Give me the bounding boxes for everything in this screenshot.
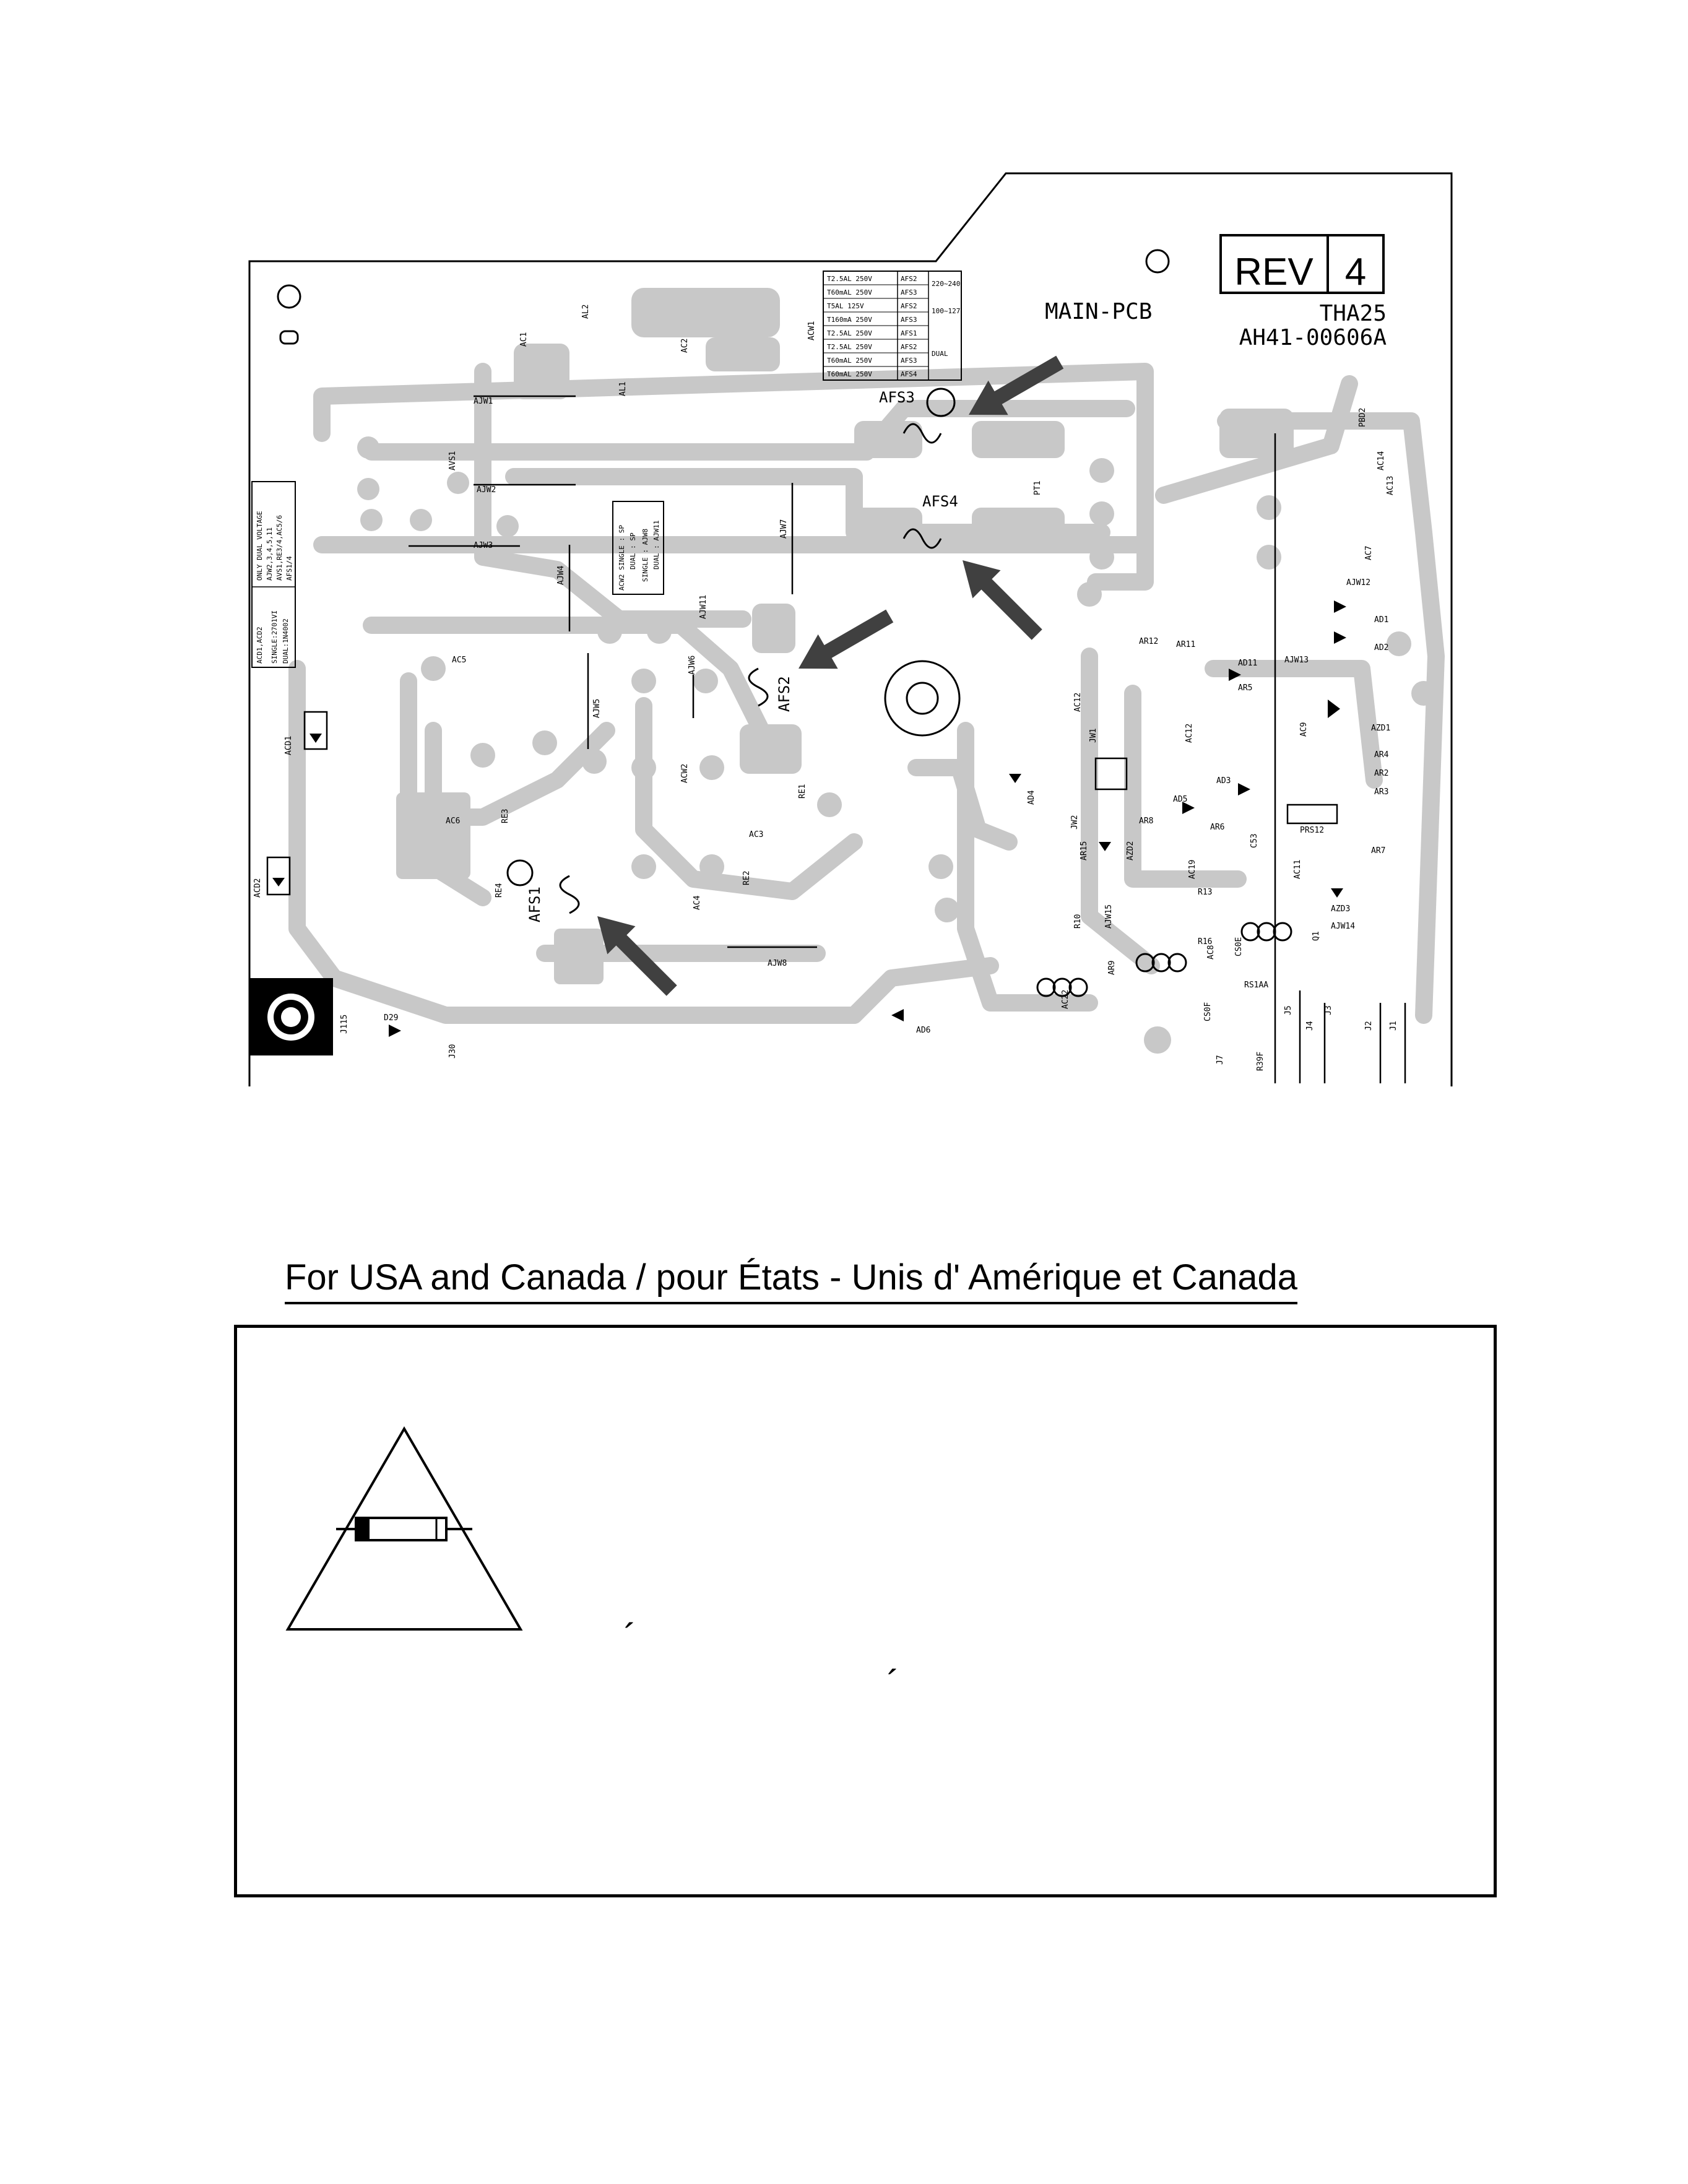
- side-table-row-2: AVS1,RE3/4,AC5/6: [275, 515, 283, 581]
- side-table-row-4: ACD1,ACD2: [256, 626, 264, 664]
- fuse-warning-icon: [280, 1424, 528, 1634]
- rev-number: 4: [1344, 251, 1367, 293]
- fuse-table-rating: T2.5AL 250V: [827, 342, 872, 351]
- label-ad2: AD2: [1374, 643, 1389, 652]
- label-ad5: AD5: [1173, 795, 1188, 804]
- label-jw2: JW2: [1070, 815, 1080, 830]
- label-azd2: AZD2: [1126, 841, 1135, 860]
- label-r13: R13: [1198, 888, 1213, 897]
- voltage-groups: [932, 280, 960, 358]
- voltage-group-0: 220~240: [932, 280, 961, 288]
- jumper-note-1: DUAL : SP: [629, 532, 637, 570]
- label-ac5: AC5: [452, 656, 467, 665]
- label-q1: Q1: [1312, 931, 1321, 941]
- diode-azd2-icon: [1099, 842, 1111, 851]
- label-ar3: AR3: [1374, 787, 1389, 797]
- label-ajw2: AJW2: [477, 485, 496, 495]
- label-ajw1: AJW1: [474, 397, 493, 406]
- label-ajw3: AJW3: [474, 541, 493, 550]
- label-azd3: AZD3: [1331, 904, 1351, 914]
- label-r39f: R39F: [1256, 1051, 1265, 1071]
- diode-acd1-icon: [309, 734, 322, 743]
- label-acd1: ACD1: [284, 735, 293, 755]
- fuse-afs3-label: AFS3: [879, 389, 915, 406]
- label-ac13: AC13: [1386, 475, 1395, 495]
- fuse-table-ref: AFS2: [901, 301, 917, 310]
- diode-azd3-icon: [1331, 888, 1343, 898]
- diode-ad2-icon: [1334, 631, 1346, 644]
- fuse-table-ref: AFS4: [901, 370, 917, 378]
- label-ad4: AD4: [1027, 790, 1036, 805]
- fuse-afs1-symbol: [560, 876, 579, 913]
- fuse-table-ref: AFS3: [901, 288, 917, 297]
- label-ar8: AR8: [1139, 817, 1154, 826]
- label-ac19: AC19: [1188, 859, 1197, 879]
- fuse-table-ref: AFS2: [901, 342, 917, 351]
- diode-ad4-icon: [1009, 774, 1021, 783]
- side-table-row-6: DUAL:1N4002: [282, 618, 290, 664]
- fuse-table-rating: T2.5AL 250V: [827, 329, 872, 337]
- label-j5: J5: [1284, 1005, 1293, 1015]
- arrow-afs4: [948, 546, 1050, 648]
- voltage-group-2: DUAL: [932, 350, 948, 358]
- label-re4: RE4: [495, 883, 504, 898]
- label-ac11: AC11: [1293, 859, 1302, 879]
- arrow-afs3: [959, 345, 1070, 431]
- diode-ad3-icon: [1238, 783, 1250, 795]
- label-ad6: AD6: [916, 1026, 931, 1035]
- diode-ad1-icon: [1334, 600, 1346, 613]
- label-j115: J115: [340, 1014, 349, 1034]
- label-ar4: AR4: [1374, 750, 1389, 760]
- label-ac22: AC22: [1061, 989, 1070, 1009]
- label-ar11: AR11: [1176, 640, 1196, 649]
- side-table-row-5: SINGLE:2701VI: [271, 610, 279, 664]
- fuse-table-rating: T60mAL 250V: [827, 288, 872, 297]
- side-table: [252, 482, 295, 667]
- side-table-row-1: AJW2,3,4,5,11: [266, 527, 274, 581]
- label-ad1: AD1: [1374, 615, 1389, 625]
- fuse-afs4-label: AFS4: [922, 493, 958, 510]
- transformer-mount: [885, 661, 959, 735]
- accent-mark-2: ´: [887, 1663, 899, 1704]
- diode-azd1-icon: [1328, 700, 1340, 718]
- label-ajw8: AJW8: [768, 959, 787, 968]
- region-heading: For USA and Canada / pour États - Unis d' Amérique et Canada: [285, 1257, 1297, 1304]
- label-re3: RE3: [501, 808, 510, 823]
- voltage-group-1: 100~127: [932, 307, 961, 315]
- label-j30: J30: [448, 1044, 457, 1059]
- side-table-row-3: AFS1/4: [285, 556, 293, 581]
- label-ac1: AC1: [519, 332, 529, 347]
- label-ac12: AC12: [1185, 723, 1194, 743]
- jumper-note-3: DUAL : AJW11: [652, 520, 660, 570]
- label-acw1: ACW1: [807, 321, 816, 340]
- fuse-symbols: [560, 424, 941, 913]
- label-ajw6: AJW6: [688, 655, 697, 675]
- label-ajw13: AJW13: [1284, 656, 1309, 665]
- label-ad11: AD11: [1238, 659, 1258, 668]
- label-avs1: AVS1: [448, 451, 457, 470]
- label-ac9: AC9: [1299, 722, 1309, 737]
- label-rs1aa: RS1AA: [1244, 981, 1269, 990]
- label-ar7: AR7: [1371, 846, 1386, 856]
- label-pbd2: PBD2: [1358, 407, 1367, 427]
- label-c53: C53: [1250, 833, 1259, 848]
- label-ad3: AD3: [1216, 776, 1231, 786]
- label-ac8: AC8: [1206, 945, 1216, 960]
- label-azd1: AZD1: [1371, 724, 1391, 733]
- label-ar12: AR12: [1139, 637, 1159, 646]
- label-al2: AL2: [581, 304, 591, 319]
- label-d29: D29: [384, 1013, 399, 1023]
- diode-ad6-icon: [891, 1009, 904, 1021]
- part-number: AH41-00606A: [1239, 325, 1387, 350]
- side-table-row-0: ONLY DUAL VOLTAGE: [256, 511, 264, 581]
- label-al1: AL1: [618, 381, 628, 396]
- jumper-note-0: ACW2 SINGLE : SP: [618, 525, 626, 591]
- arrow-afs2: [789, 599, 899, 685]
- diode-acd2-icon: [272, 878, 285, 886]
- label-ar9: AR9: [1107, 960, 1117, 975]
- label-ac6: AC6: [446, 817, 461, 826]
- label-j3: J3: [1324, 1005, 1333, 1015]
- label-j2: J2: [1364, 1021, 1374, 1031]
- label-ar15: AR15: [1080, 841, 1089, 860]
- fuse-table-ref: AFS2: [901, 274, 917, 283]
- label-ac14: AC14: [1377, 451, 1386, 470]
- label-ajw5: AJW5: [592, 698, 602, 718]
- accent-mark-1: ´: [624, 1616, 636, 1658]
- label-r16: R16: [1198, 937, 1213, 947]
- label-ajw7: AJW7: [779, 519, 789, 539]
- copper-traces: [297, 371, 1436, 1015]
- model-label: THA25: [1319, 301, 1387, 326]
- fuse-afs1-label: AFS1: [526, 886, 543, 922]
- board-name: MAIN-PCB: [1045, 299, 1153, 324]
- label-jw1: JW1: [1089, 728, 1098, 743]
- label-ar2: AR2: [1374, 769, 1389, 778]
- label-ajw14: AJW14: [1331, 922, 1356, 931]
- fuse-table-rating: T160mA 250V: [827, 315, 872, 324]
- label-ajw4: AJW4: [556, 565, 566, 585]
- ground-screw: [249, 978, 333, 1055]
- label-ac3: AC3: [749, 830, 764, 839]
- label-ajw11: AJW11: [699, 594, 708, 619]
- fuse-notice-box: [234, 1325, 1497, 1897]
- label-prs12: PRS12: [1300, 826, 1325, 835]
- fuse-table-ref: AFS3: [901, 356, 917, 365]
- diode-d29-icon: [389, 1025, 401, 1037]
- label-j7: J7: [1216, 1055, 1225, 1065]
- label-acd2: ACD2: [253, 878, 262, 898]
- fuse-table-ref: AFS1: [901, 329, 917, 337]
- label-cs0f: CS0F: [1203, 1002, 1213, 1021]
- jumper-note-2: SINGLE : AJW8: [641, 528, 649, 582]
- fuse-table-rating: T5AL 125V: [827, 301, 864, 310]
- label-cs0e: CS0E: [1234, 937, 1244, 956]
- rev-label: REV: [1234, 251, 1314, 293]
- label-pt1: PT1: [1033, 480, 1042, 495]
- fuse-table-rating: T60mAL 250V: [827, 370, 872, 378]
- label-j1: J1: [1389, 1021, 1398, 1031]
- label-ar6: AR6: [1210, 823, 1225, 832]
- label-ajw15: AJW15: [1104, 904, 1114, 929]
- label-ac12-l: AC12: [1073, 692, 1083, 712]
- label-r10: R10: [1073, 914, 1083, 929]
- label-re1: RE1: [798, 784, 807, 799]
- label-ar5: AR5: [1238, 683, 1253, 693]
- label-j4: J4: [1305, 1021, 1315, 1031]
- label-ac7: AC7: [1364, 545, 1374, 560]
- label-re2: RE2: [742, 870, 751, 885]
- fuse-table-rating: T60mAL 250V: [827, 356, 872, 365]
- fuse-afs2-label: AFS2: [776, 676, 793, 712]
- fuse-table-rating: T2.5AL 250V: [827, 274, 872, 283]
- label-ac4: AC4: [693, 895, 702, 910]
- fuse-table-ref: AFS3: [901, 315, 917, 324]
- label-acw2: ACW2: [680, 763, 690, 783]
- label-ac2: AC2: [680, 338, 690, 353]
- label-ajw12: AJW12: [1346, 578, 1371, 587]
